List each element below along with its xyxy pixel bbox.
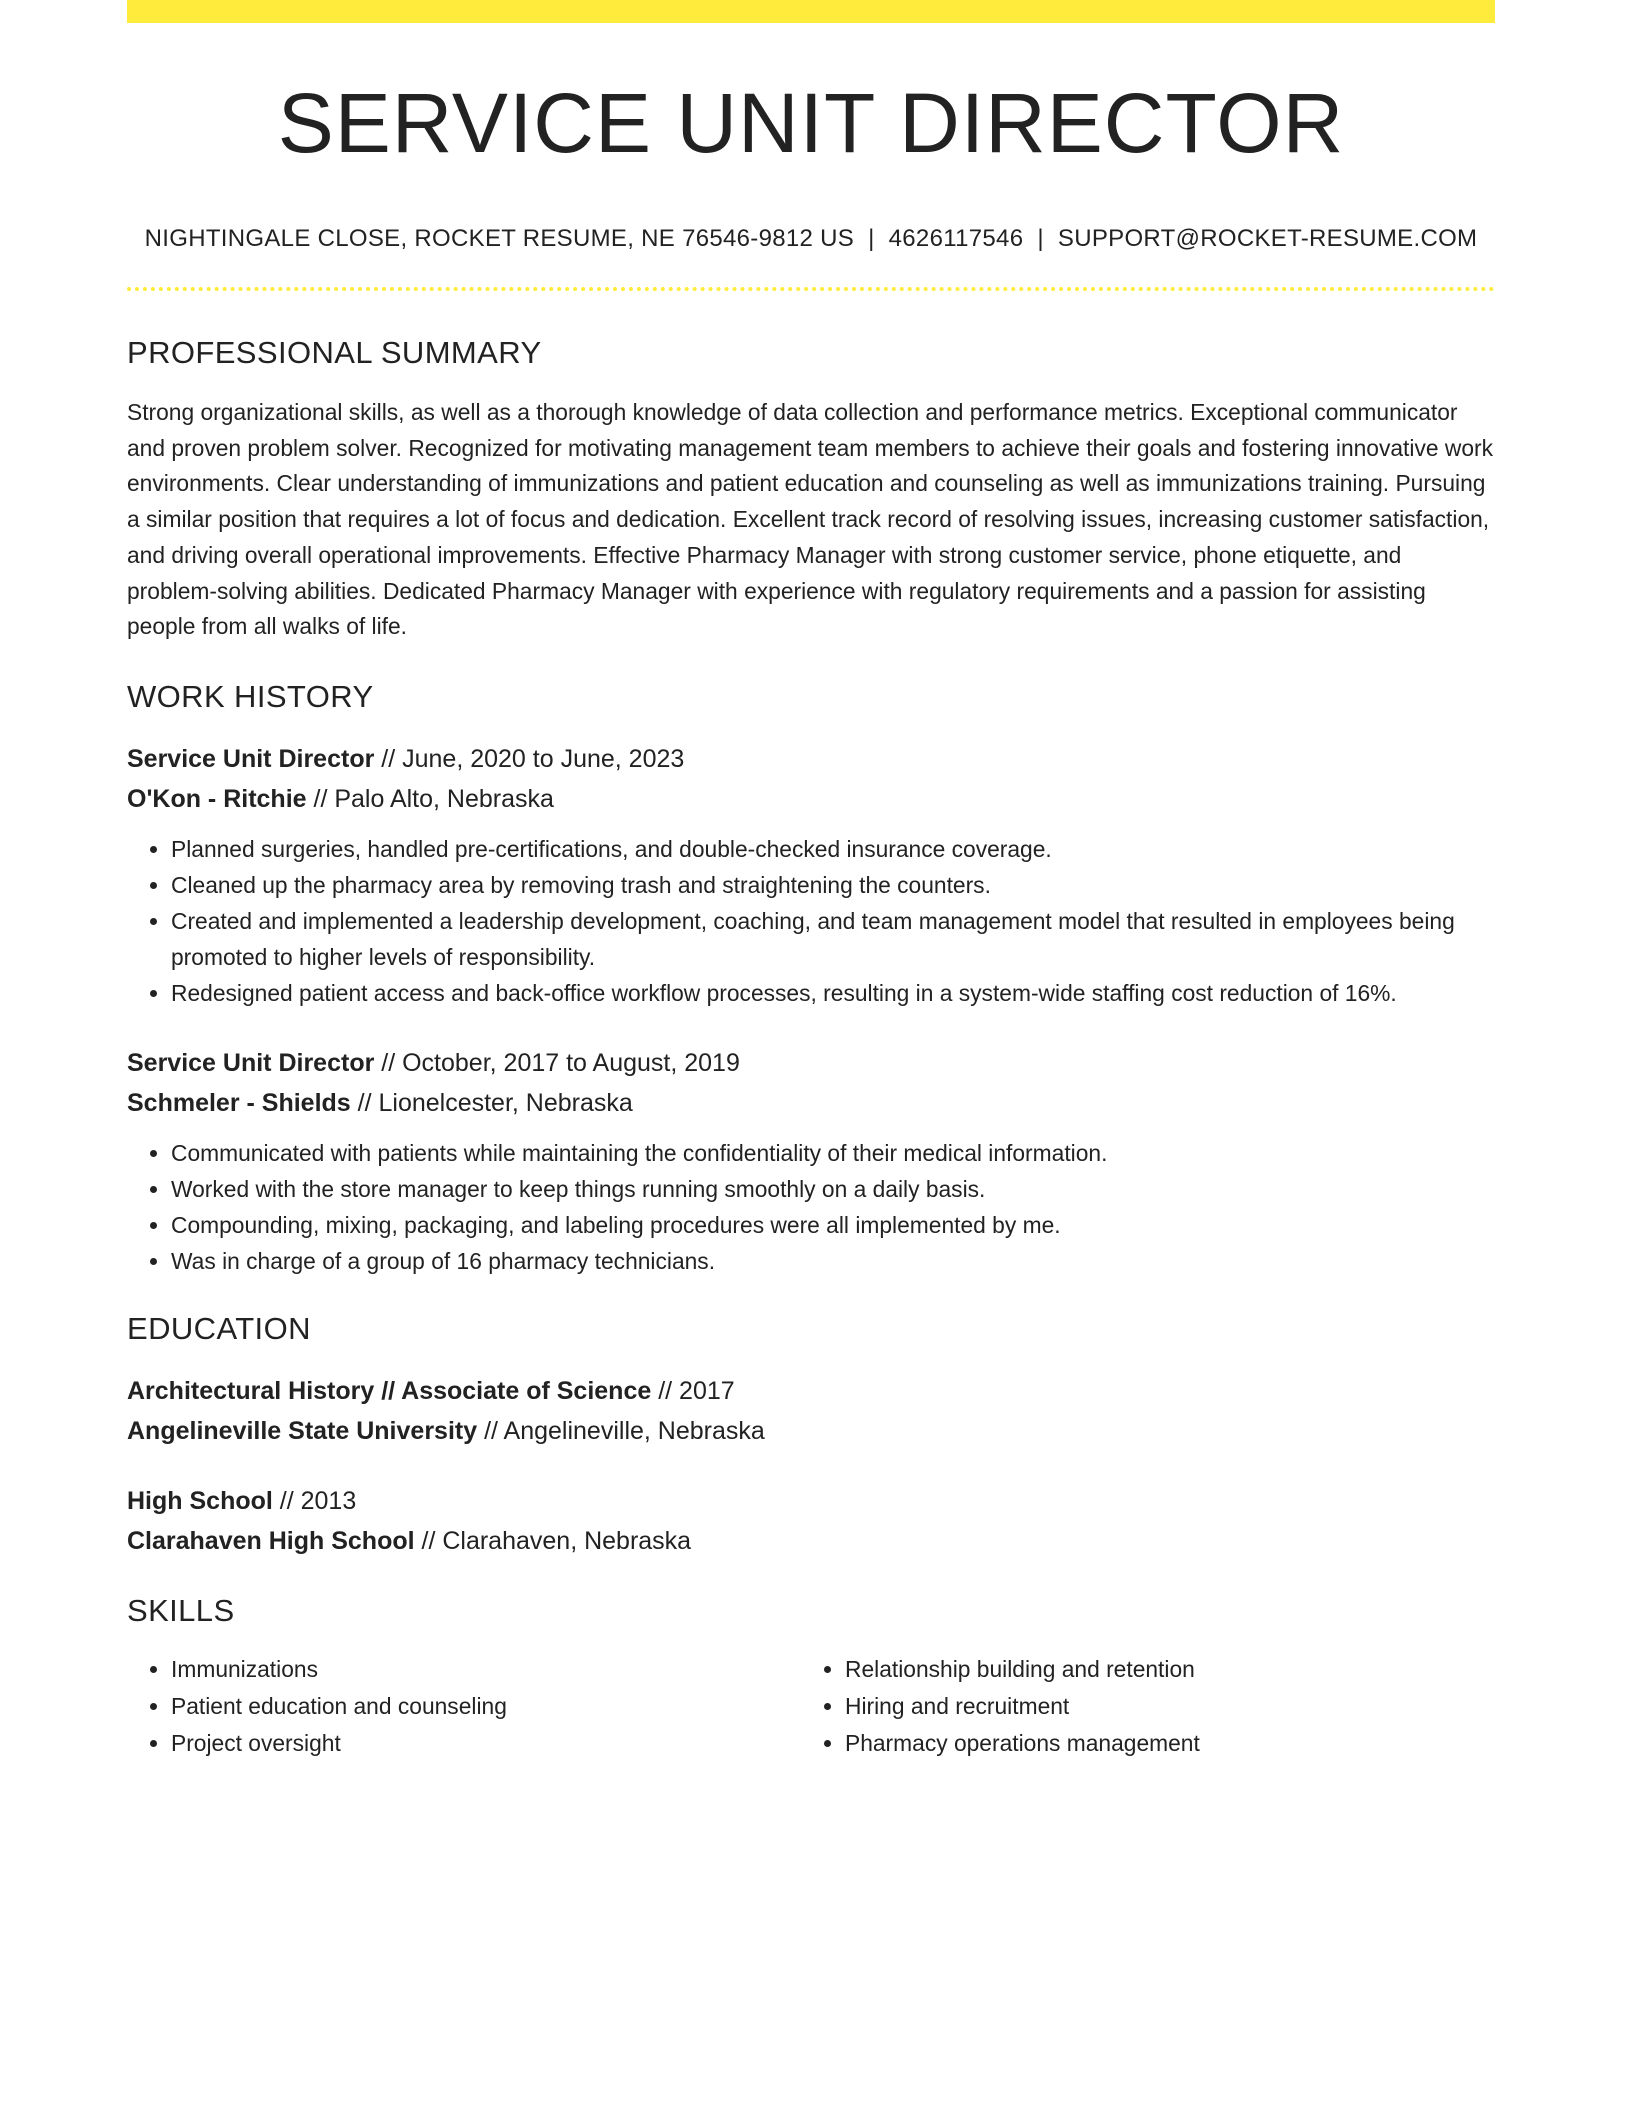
contact-phone: 4626117546 <box>888 225 1024 252</box>
job-bullets <box>127 1135 1495 1279</box>
job-role-line <box>127 1043 1495 1083</box>
education-degree: Architectural History // Associate of Science <box>127 1376 652 1405</box>
summary-text: Strong organizational skills, as well as a thorough knowledge of data collection and performance metrics. Exceptional communicator and proven problem solver. Recognized for motivating management team members to achieve their goals and fostering innovative work environments. Clear understanding of immunizations and patient education and counseling as well as immunizations training. Pursuing a similar position that requires a lot of focus and dedication. Excellent track record of resolving issues, increasing customer satisfaction, and driving overall operational improvements. Effective Pharmacy Manager with strong customer service, phone etiquette, and problem-solving abilities. Dedicated Pharmacy Manager with experience with regulatory requirements and a passion for assisting people from all walks of life. <box>127 399 1493 640</box>
resume-page <box>127 0 1495 1762</box>
list-item: • Immunizations <box>171 1651 801 1688</box>
education-location: // Clarahaven, Nebraska <box>414 1526 692 1555</box>
top-accent-bar <box>127 0 1495 23</box>
list-item: • Project oversight <box>171 1725 801 1762</box>
work-history-heading: WORK HISTORY <box>127 678 374 714</box>
skills-right-list <box>801 1651 1475 1762</box>
education-school-line <box>127 1411 1495 1451</box>
list-item: • Cleaned up the pharmacy area by removing trash and straightening the counters. <box>171 867 1495 903</box>
education-degree-line <box>127 1481 1495 1521</box>
job-company-line <box>127 779 1495 819</box>
education-heading: EDUCATION <box>127 1310 311 1346</box>
contact-separator: | <box>868 225 875 252</box>
contact-email: SUPPORT@ROCKET-RESUME.COM <box>1057 225 1478 252</box>
education-location: // Angelineville, Nebraska <box>477 1416 765 1445</box>
summary-heading: PROFESSIONAL SUMMARY <box>127 335 542 370</box>
education-year: // 2017 <box>651 1376 735 1405</box>
job-location: // Palo Alto, Nebraska <box>306 784 554 813</box>
skills-left-list <box>127 1651 801 1762</box>
education-degree: High School <box>127 1486 273 1515</box>
list-item: • Patient education and counseling <box>171 1688 801 1725</box>
job-dates: // October, 2017 to August, 2019 <box>374 1048 740 1077</box>
list-item: • Planned surgeries, handled pre-certifications, and double-checked insurance coverage. <box>171 831 1495 867</box>
education-year: // 2013 <box>272 1486 357 1515</box>
job-role-line <box>127 739 1495 779</box>
education-school: Angelineville State University <box>127 1416 478 1445</box>
job-entry <box>127 739 1495 1011</box>
page-title: SERVICE UNIT DIRECTOR <box>277 76 1345 170</box>
list-item: • Compounding, mixing, packaging, and labeling procedures were all implemented by me. <box>171 1207 1495 1243</box>
job-company: O'Kon - Ritchie <box>127 784 307 813</box>
contact-line <box>127 225 1495 253</box>
list-item: • Relationship building and retention <box>845 1651 1475 1688</box>
education-school: Clarahaven High School <box>127 1526 415 1555</box>
skills-heading: SKILLS <box>127 1592 235 1628</box>
job-company: Schmeler - Shields <box>127 1088 351 1117</box>
contact-separator: | <box>1037 225 1044 252</box>
list-item: • Created and implemented a leadership development, coaching, and team management model that resulted in employees being promoted to higher levels of responsibility. <box>171 903 1495 975</box>
job-location: // Lionelcester, Nebraska <box>350 1088 633 1117</box>
list-item: • Redesigned patient access and back-office workflow processes, resulting in a system-wide staffing cost reduction of 16%. <box>171 975 1495 1011</box>
job-company-line <box>127 1083 1495 1123</box>
contact-address: NIGHTINGALE CLOSE, ROCKET RESUME, NE 76546-9812 US <box>144 225 855 252</box>
dotted-divider <box>127 287 1495 291</box>
education-entry <box>127 1481 1495 1561</box>
education-school-line <box>127 1521 1495 1561</box>
list-item: • Worked with the store manager to keep things running smoothly on a daily basis. <box>171 1171 1495 1207</box>
skills-columns <box>127 1651 1495 1762</box>
job-entry <box>127 1043 1495 1279</box>
education-degree-line <box>127 1371 1495 1411</box>
job-role: Service Unit Director <box>127 744 375 773</box>
list-item: • Was in charge of a group of 16 pharmacy technicians. <box>171 1243 1495 1279</box>
job-dates: // June, 2020 to June, 2023 <box>374 744 685 773</box>
list-item: • Communicated with patients while maintaining the confidentiality of their medical information. <box>171 1135 1495 1171</box>
job-bullets <box>127 831 1495 1011</box>
list-item: • Hiring and recruitment <box>845 1688 1475 1725</box>
list-item: • Pharmacy operations management <box>845 1725 1475 1762</box>
job-role: Service Unit Director <box>127 1048 375 1077</box>
education-entry <box>127 1371 1495 1451</box>
